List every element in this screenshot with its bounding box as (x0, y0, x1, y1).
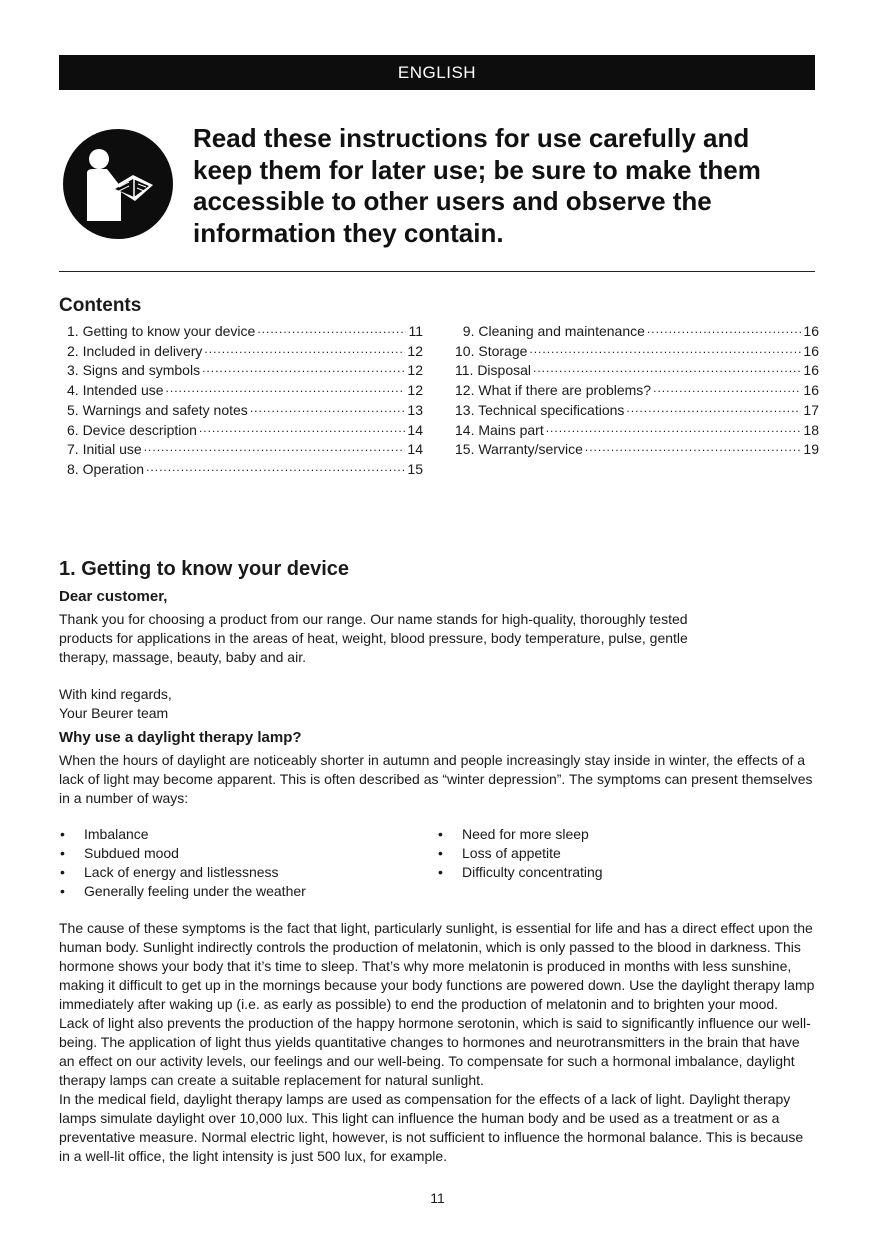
read-instructions-icon (63, 129, 173, 239)
toc-entry[interactable]: 12. What if there are problems? ..... 16 (455, 381, 819, 401)
page-number: 11 (430, 1190, 445, 1206)
section-heading: 1. Getting to know your device (59, 557, 350, 580)
toc-entry[interactable]: 1. Getting to know your device ..... 11 (59, 322, 423, 342)
table-of-contents (59, 322, 819, 480)
list-item: • Generally feeling under the weather (60, 882, 306, 899)
toc-entry[interactable]: 11. Disposal ..... 16 (455, 361, 819, 381)
toc-entry[interactable]: 8. Operation ..... 15 (59, 460, 423, 480)
why-paragraph: When the hours of daylight are noticeably shorter in autumn and people increasingly stay inside in winter, the effects of a lack of light may become apparent. This is often described as “winter depression”. The symptoms can present themselves in a number of ways: (59, 751, 813, 806)
list-item: • Difficulty concentrating (438, 863, 603, 880)
symptom-list (59, 825, 815, 901)
list-item: • Lack of energy and listlessness (60, 863, 279, 880)
intro-text: Read these instructions for use carefully and keep them for later use; be sure to make them accessible to other users and observe the information they contain. (193, 123, 761, 248)
medical-paragraph: In the medical field, daylight therapy lamps are used as compensation for the effects of a lack of light. Daylight therapy lamps simulate daylight over 10,000 lux. This light can influence the human body and be used as a treatment or as a preventative measure. Normal electric light, however, is not sufficient to influence the hormonal balance. This is because in a well-lit office, the light intensity is just 500 lux, for example. (59, 1090, 804, 1164)
language-label: ENGLISH (397, 62, 477, 82)
language-banner (59, 55, 815, 90)
list-item: • Subdued mood (60, 844, 179, 861)
list-item: • Imbalance (60, 825, 149, 842)
toc-entry[interactable]: 3. Signs and symbols ..... 12 (59, 361, 423, 381)
greeting: Dear customer, (59, 587, 168, 605)
intro-notice (59, 123, 815, 257)
regards-line: With kind regards, (59, 685, 172, 702)
list-item: • Need for more sleep (438, 825, 589, 842)
toc-entry[interactable]: 14. Mains part ..... 18 (455, 421, 819, 441)
toc-entry[interactable]: 10. Storage ..... 16 (455, 342, 819, 362)
serotonin-paragraph: Lack of light also prevents the production of the happy hormone serotonin, which is said to significantly influence our well-being. The application of light thus yields quantitative changes to hormones and neurotransmitters in the brain that have an effect on our activity levels, our feelings and our well-being. To compensate for such a hormonal imbalance, daylight therapy lamps can create a suitable replacement for natural sunlight. (59, 1014, 811, 1088)
list-item: • Loss of appetite (438, 844, 561, 861)
regards-signature: Your Beurer team (59, 704, 169, 721)
toc-entry[interactable]: 9. Cleaning and maintenance ..... 16 (455, 322, 819, 342)
divider (59, 271, 815, 272)
thanks-paragraph: Thank you for choosing a product from our range. Our name stands for high-quality, thoroughly tested products for applications in the areas of heat, weight, blood pressure, body temperature, pulse, gentle therapy, massage, beauty, baby and air. (59, 610, 688, 665)
toc-entry[interactable]: 4. Intended use ..... 12 (59, 381, 423, 401)
toc-right-column (455, 322, 819, 480)
toc-entry[interactable]: 13. Technical specifications ..... 17 (455, 401, 819, 421)
cause-paragraph: The cause of these symptoms is the fact that light, particularly sunlight, is essential for life and has a direct effect upon the human body. Sunlight indirectly controls the production of melatonin, which is only passed to the blood in darkness. This hormone shows your body that it’s time to sleep. That’s why more melatonin is produced in months with less sunshine, making it difficult to get up in the mornings because your body functions are powered down. Use the daylight therapy lamp immediately after waking up (i.e. as early as possible) to end the production of melatonin and to brighten your mood. (59, 919, 815, 1012)
subsection-heading: Why use a daylight therapy lamp? (59, 728, 302, 746)
toc-entry[interactable]: 5. Warnings and safety notes ..... 13 (59, 401, 423, 421)
toc-entry[interactable]: 2. Included in delivery ..... 12 (59, 342, 423, 362)
toc-entry[interactable]: 7. Initial use ..... 14 (59, 440, 423, 460)
contents-title: Contents (59, 295, 142, 316)
symptom-list-right (437, 825, 815, 901)
toc-left-column (59, 322, 423, 480)
toc-entry[interactable]: 15. Warranty/service ..... 19 (455, 440, 819, 460)
symptom-list-left (59, 825, 437, 901)
toc-entry[interactable]: 6. Device description ..... 14 (59, 421, 423, 441)
manual-page (59, 55, 819, 1166)
